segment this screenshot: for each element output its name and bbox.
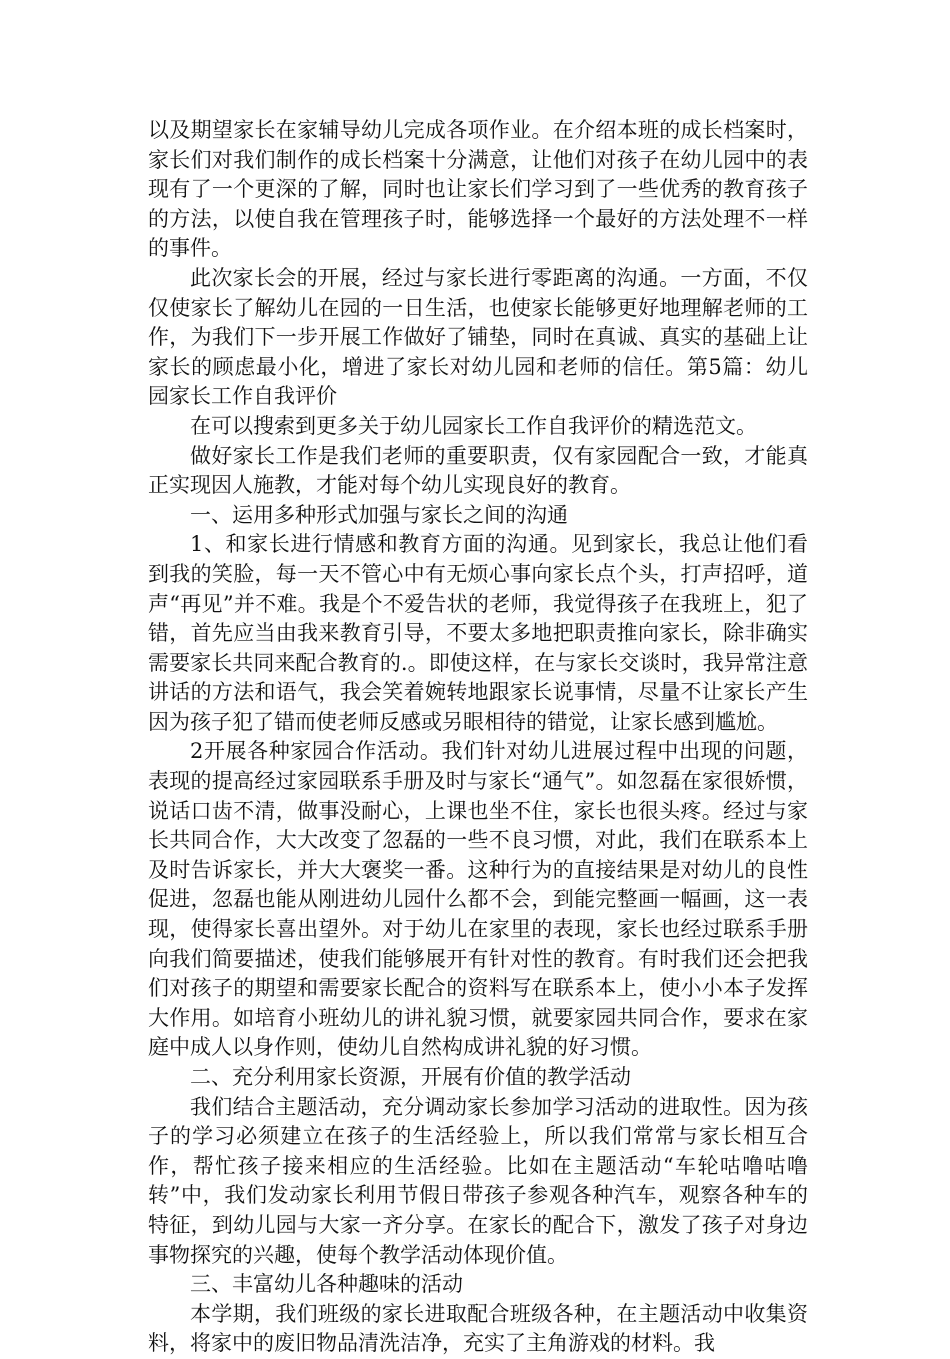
paragraph-7: 我们结合主题活动，充分调动家长参加学习活动的进取性。因为孩子的学习必须建立在孩子的生活经验上，所以我们常常与家长相互合作，帮忙孩子接来相应的生活经验。比如在主题活动“车轮咕噜咕噜转”中，我们发动家长利用节假日带孩子参观各种汽车，观察各种车的特征，到幼儿园与大家一齐分享。在家长的配合下，激发了孩子对身边事物探究的兴趣，使每个教学活动体现价值。: [148, 1094, 808, 1267]
paragraph-4: 做好家长工作是我们老师的重要职责，仅有家园配合一致，才能真正实现因人施教，才能对每个幼儿实现良好的教育。: [148, 443, 808, 498]
paragraph-8: 本学期，我们班级的家长进取配合班级各种，在主题活动中收集资料，将家中的废旧物品清洗洁净，充实了主角游戏的材料。我: [148, 1301, 808, 1356]
section-heading-3: 三、丰富幼儿各种趣味的活动: [190, 1272, 463, 1297]
paragraph-6: 2开展各种家园合作活动。我们针对幼儿进展过程中出现的问题，表现的提高经过家园联系手册及时与家长“通气”。如忽磊在家很娇惯，说话口齿不清，做事没耐心，上课也坐不住，家长也很头疼。经过与家长共同合作，大大改变了忽磊的一些不良习惯，对此，我们在联系本上及时告诉家长，并大大褒奖一番。这种行为的直接结果是对幼儿的良性促进，忽磊也能从刚进幼儿园什么都不会，到能完整画一幅画，这一表现，使得家长喜出望外。对于幼儿在家里的表现，家长也经过联系手册向我们简要描述，使我们能够展开有针对性的教育。有时我们还会把我们对孩子的期望和需要家长配合的资料写在联系本上，使小小本子发挥大作用。如培育小班幼儿的讲礼貌习惯，就要家园共同合作，要求在家庭中成人以身作则，使幼儿自然构成讲礼貌的好习惯。: [148, 739, 808, 1060]
section-heading-2: 二、充分利用家长资源，开展有价值的教学活动: [190, 1065, 631, 1089]
paragraph-1: 以及期望家长在家辅导幼儿完成各项作业。在介绍本班的成长档案时，家长们对我们制作的成长档案十分满意，让他们对孩子在幼儿园中的表现有了一个更深的了解，同时也让家长们学习到了一些优秀的教育孩子的方法，以使自我在管理孩子时，能够选择一个最好的方法处理不一样的事件。: [148, 118, 808, 261]
paragraph-5: 1、和家长进行情感和教育方面的沟通。见到家长，我总让他们看到我的笑脸，每一天不管心中有无烦心事向家长点个头，打声招呼，道声“再见”并不难。我是个不爱告状的老师，我觉得孩子在我班上，犯了错，首先应当由我来教育引导，不要太多地把职责推向家长，除非确实需要家长共同来配合教育的.。即使这样，在与家长交谈时，我异常注意讲话的方法和语气，我会笑着婉转地跟家长说事情，尽量不让家长产生因为孩子犯了错而使老师反感或另眼相待的错觉，让家长感到尴尬。: [148, 532, 808, 734]
paragraph-3: 在可以搜索到更多关于幼儿园家长工作自我评价的精选范文。: [190, 413, 757, 438]
document-page: [148, 116, 808, 1359]
paragraph-2: 此次家长会的开展，经过与家长进行零距离的沟通。一方面，不仅仅使家长了解幼儿在园的一日生活，也使家长能够更好地理解老师的工作，为我们下一步开展工作做好了铺垫，同时在真诚、真实的基础上让家长的顾虑最小化，增进了家长对幼儿园和老师的信任。第5篇：幼儿园家长工作自我评价: [148, 265, 808, 409]
section-heading-1: 一、运用多种形式加强与家长之间的沟通: [190, 502, 568, 527]
